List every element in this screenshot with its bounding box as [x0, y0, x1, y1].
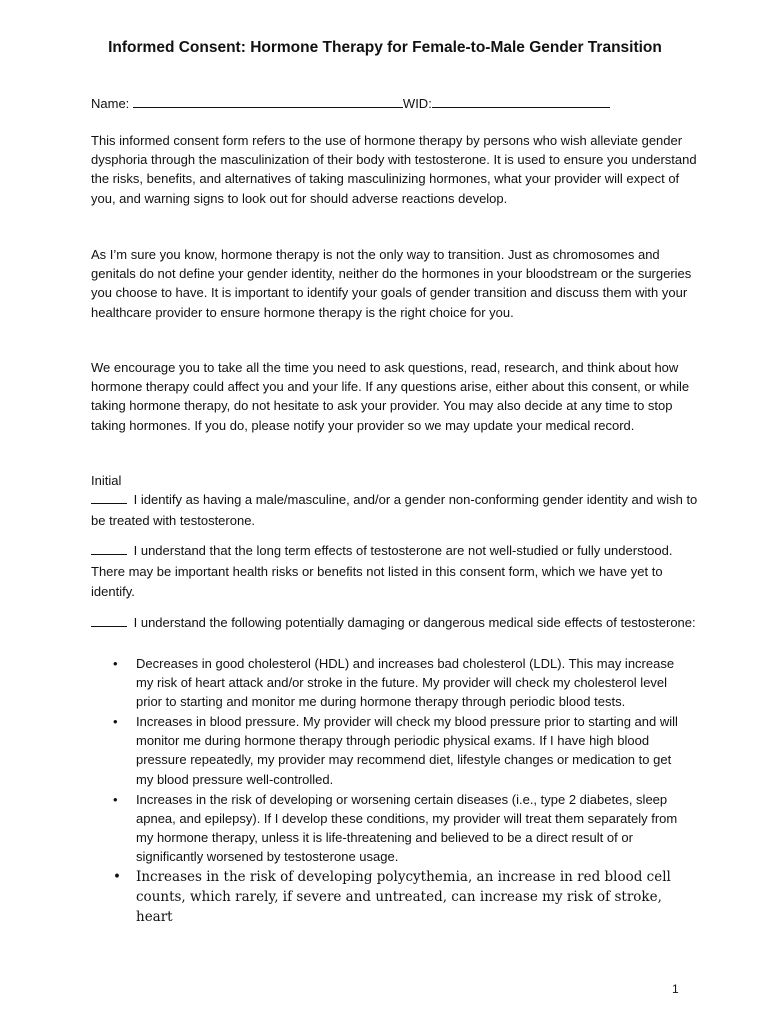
consent-item-side-effects: [91, 613, 703, 634]
bullet-icon: •: [113, 714, 118, 730]
initial-blank-field[interactable]: [91, 542, 127, 555]
bullet-icon: •: [113, 869, 121, 886]
list-item-text: Increases in the risk of developing or worsening certain diseases (i.e., type 2 diabetes, sleep apnea, and epilepsy). If I develop these conditions, my provider will treat them separately from my hormone therapy, unless it is life-threatening and believed to be a direct result of or significantly worsened by testosterone usage.: [136, 791, 678, 864]
wid-blank-field[interactable]: [432, 94, 610, 108]
consent-item-text: I identify as having a male/masculine, and/or a gender non-conforming gender identity and wish to be treated with testosterone.: [91, 492, 698, 528]
name-label: Name:: [91, 96, 130, 111]
list-item-text: Increases in blood pressure. My provider will check my blood pressure prior to starting and will monitor me during hormone therapy through periodic physical exams. If I have high blood pressure repeatedly, my provider may recommend diet, lifestyle changes or medication to get my blood pressure well-controlled.: [136, 714, 678, 787]
bullet-icon: •: [113, 791, 118, 807]
bullet-icon: •: [113, 656, 118, 671]
list-item: [113, 790, 683, 866]
name-wid-line: [91, 94, 610, 111]
list-item-text: Increases in the risk of developing polycythemia, an increase in red blood cell counts, which rarely, if severe and untreated, can increase my risk of stroke, heart: [136, 869, 671, 926]
initial-blank-field[interactable]: [91, 614, 127, 627]
consent-item-text: I understand that the long term effects of testosterone are not well-studied or fully understood. There may be important health risks or benefits not listed in this consent form, which we have yet to identify.: [91, 543, 673, 599]
initial-label: Initial: [91, 473, 122, 488]
list-item: [113, 712, 683, 788]
initial-blank-field[interactable]: [91, 491, 127, 504]
list-item: [113, 654, 683, 711]
side-effects-list: [113, 654, 683, 928]
name-blank-field[interactable]: [133, 94, 403, 108]
document-title: Informed Consent: Hormone Therapy for Female-to-Male Gender Transition: [108, 39, 662, 56]
consent-item-identity: [91, 490, 703, 531]
encouragement-paragraph: We encourage you to take all the time you need to ask questions, read, research, and think about how hormone therapy could affect you and your life. If any questions arise, either about this consent, or while taking hormone therapy, do not hesitate to ask your provider. You may also decide at any time to stop taking hormones. If you do, please notify your provider so we may update your medical record.: [91, 360, 690, 433]
intro-paragraph: This informed consent form refers to the use of hormone therapy by persons who wish alleviate gender dysphoria through the masculinization of their body with testosterone. It is used to ensure you understand the risks, benefits, and alternatives of taking masculinizing hormones, what your provider will expect of you, and warning signs to look out for should adverse reactions develop.: [91, 133, 697, 206]
wid-label: WID:: [402, 96, 432, 111]
consent-item-text: I understand the following potentially damaging or dangerous medical side effects of testosterone:: [133, 615, 696, 630]
consent-item-long-term: [91, 541, 703, 603]
page-number: 1: [672, 982, 679, 996]
list-item-text: Decreases in good cholesterol (HDL) and increases bad cholesterol (LDL). This may increase my risk of heart attack and/or stroke in the future. My provider will check my cholesterol level prior to starting and monitor me during hormone therapy through periodic blood tests.: [136, 656, 675, 710]
transition-paragraph: As I’m sure you know, hormone therapy is not the only way to transition. Just as chromosomes and genitals do not define your gender identity, neither do the hormones in your bloodstream or the surgeries you choose to have. It is important to identify your goals of gender transition and discuss them with your healthcare provider to ensure hormone therapy is the right choice for you.: [91, 247, 692, 320]
list-item: [113, 867, 683, 927]
